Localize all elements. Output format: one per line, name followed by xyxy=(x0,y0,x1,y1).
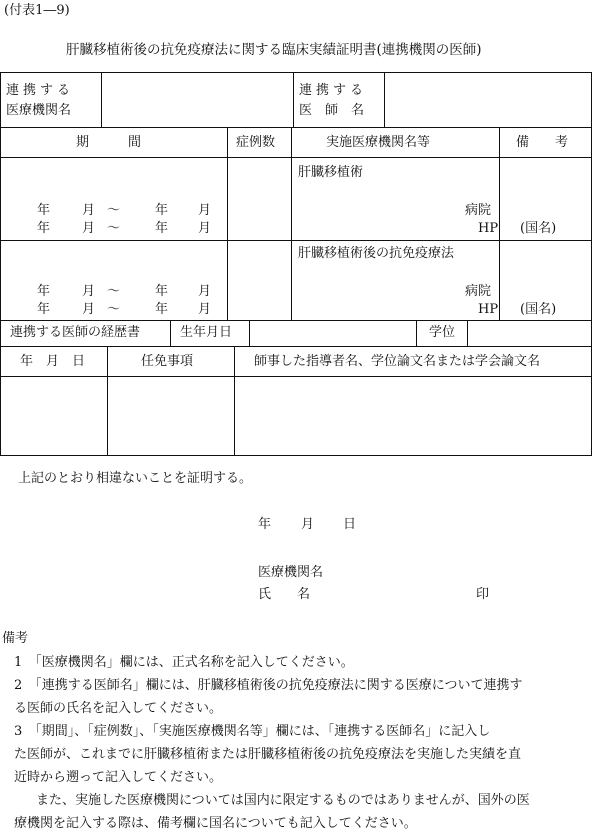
cv-appointment-field[interactable] xyxy=(109,378,233,454)
birthdate-label: 生年月日 xyxy=(180,325,233,340)
notes-heading: 備考 xyxy=(2,631,29,646)
period-tilde: ～ xyxy=(107,221,121,236)
note-item: 近時から遡って記入してください。 xyxy=(14,770,223,785)
period-end-month: 月 xyxy=(198,203,212,218)
note-item: 2 「連携する医師名」欄には、肝臓移植術後の抗免疫療法に関する医療について連携す xyxy=(14,678,523,693)
partner-doctor-label-2: 医 師 名 xyxy=(299,103,365,118)
column-remarks: 備 考 xyxy=(516,135,569,150)
date-year: 年 xyxy=(258,517,272,532)
partner-doctor-label: 連携する xyxy=(299,83,368,98)
partner-institution-name-field[interactable] xyxy=(103,74,292,126)
partner-institution-label-2: 医療機関名 xyxy=(6,103,72,118)
column-period: 期 間 xyxy=(76,135,142,150)
column-institution: 実施医療機関名等 xyxy=(326,135,431,150)
birthdate-field[interactable] xyxy=(251,322,415,345)
date-day: 日 xyxy=(343,517,357,532)
partner-institution-label: 連携する xyxy=(6,83,75,98)
period-tilde: ～ xyxy=(107,302,121,317)
signature-name-label: 氏 名 xyxy=(258,587,311,602)
period-start-month: 月 xyxy=(82,284,96,299)
cv-date-field[interactable] xyxy=(2,378,106,454)
degree-field[interactable] xyxy=(469,322,590,345)
period-start-year: 年 xyxy=(37,302,51,317)
procedure-label: 肝臓移植術 xyxy=(298,165,364,180)
hospital-suffix: 病院 xyxy=(465,203,492,218)
period-end-month: 月 xyxy=(198,302,212,317)
period-end-year: 年 xyxy=(155,302,169,317)
page-title: 肝臓移植術後の抗免疫療法に関する臨床実績証明書(連携機関の医師) xyxy=(66,42,482,58)
column-case-count: 症例数 xyxy=(236,135,276,150)
degree-label: 学位 xyxy=(429,325,456,340)
country-label: (国名) xyxy=(520,221,557,236)
note-item: 3 「期間」、「症例数」、「実施医療機関名等」欄には、「連携する医師名」に記入し xyxy=(14,724,491,739)
partner-doctor-name-field[interactable] xyxy=(386,74,590,126)
country-label: (国名) xyxy=(520,302,557,317)
period-end-year: 年 xyxy=(155,203,169,218)
date-month: 月 xyxy=(301,517,315,532)
note-item: る医師の氏名を記入してください。 xyxy=(14,701,223,716)
period-start-month: 月 xyxy=(82,221,96,236)
period-end-year: 年 xyxy=(155,284,169,299)
case-count-field-1[interactable] xyxy=(229,159,290,239)
note-item: 療機関を記入する際は、備考欄に国名についても記入してください。 xyxy=(14,816,417,831)
period-tilde: ～ xyxy=(107,203,121,218)
hospital-suffix: 病院 xyxy=(465,284,492,299)
period-end-year: 年 xyxy=(155,221,169,236)
form-number: (付表1―9) xyxy=(4,3,70,18)
period-start-month: 月 xyxy=(82,302,96,317)
period-start-month: 月 xyxy=(82,203,96,218)
note-item: また、実施した医療機関については国内に限定するものではありませんが、国外の医 xyxy=(36,793,530,808)
period-tilde: ～ xyxy=(107,284,121,299)
seal-mark: 印 xyxy=(476,587,490,602)
period-end-month: 月 xyxy=(198,284,212,299)
cv-label: 連携する医師の経歴書 xyxy=(10,325,141,340)
case-count-field-2[interactable] xyxy=(229,242,290,319)
period-start-year: 年 xyxy=(37,221,51,236)
cv-column-appointment: 任免事項 xyxy=(141,354,194,369)
note-item: た医師が、これまでに肝臓移植術または肝臓移植術後の抗免疫療法を実施した実績を直 xyxy=(14,747,522,762)
period-start-year: 年 xyxy=(37,284,51,299)
certify-text: 上記のとおり相違ないことを証明する。 xyxy=(18,471,253,486)
cv-column-date: 年 月 日 xyxy=(20,354,86,369)
period-start-year: 年 xyxy=(37,203,51,218)
procedure-label: 肝臓移植術後の抗免疫療法 xyxy=(298,246,455,261)
notes-list xyxy=(0,651,592,835)
signature-institution-label: 医療機関名 xyxy=(258,565,324,580)
cv-column-mentor: 師事した指導者名、学位論文名または学会論文名 xyxy=(254,354,541,369)
cv-mentor-field[interactable] xyxy=(236,378,590,454)
period-end-month: 月 xyxy=(198,221,212,236)
hp-suffix: HP xyxy=(478,221,499,236)
hp-suffix: HP xyxy=(478,302,499,317)
note-item: 1 「医療機関名」欄には、正式名称を記入してください。 xyxy=(14,655,354,670)
